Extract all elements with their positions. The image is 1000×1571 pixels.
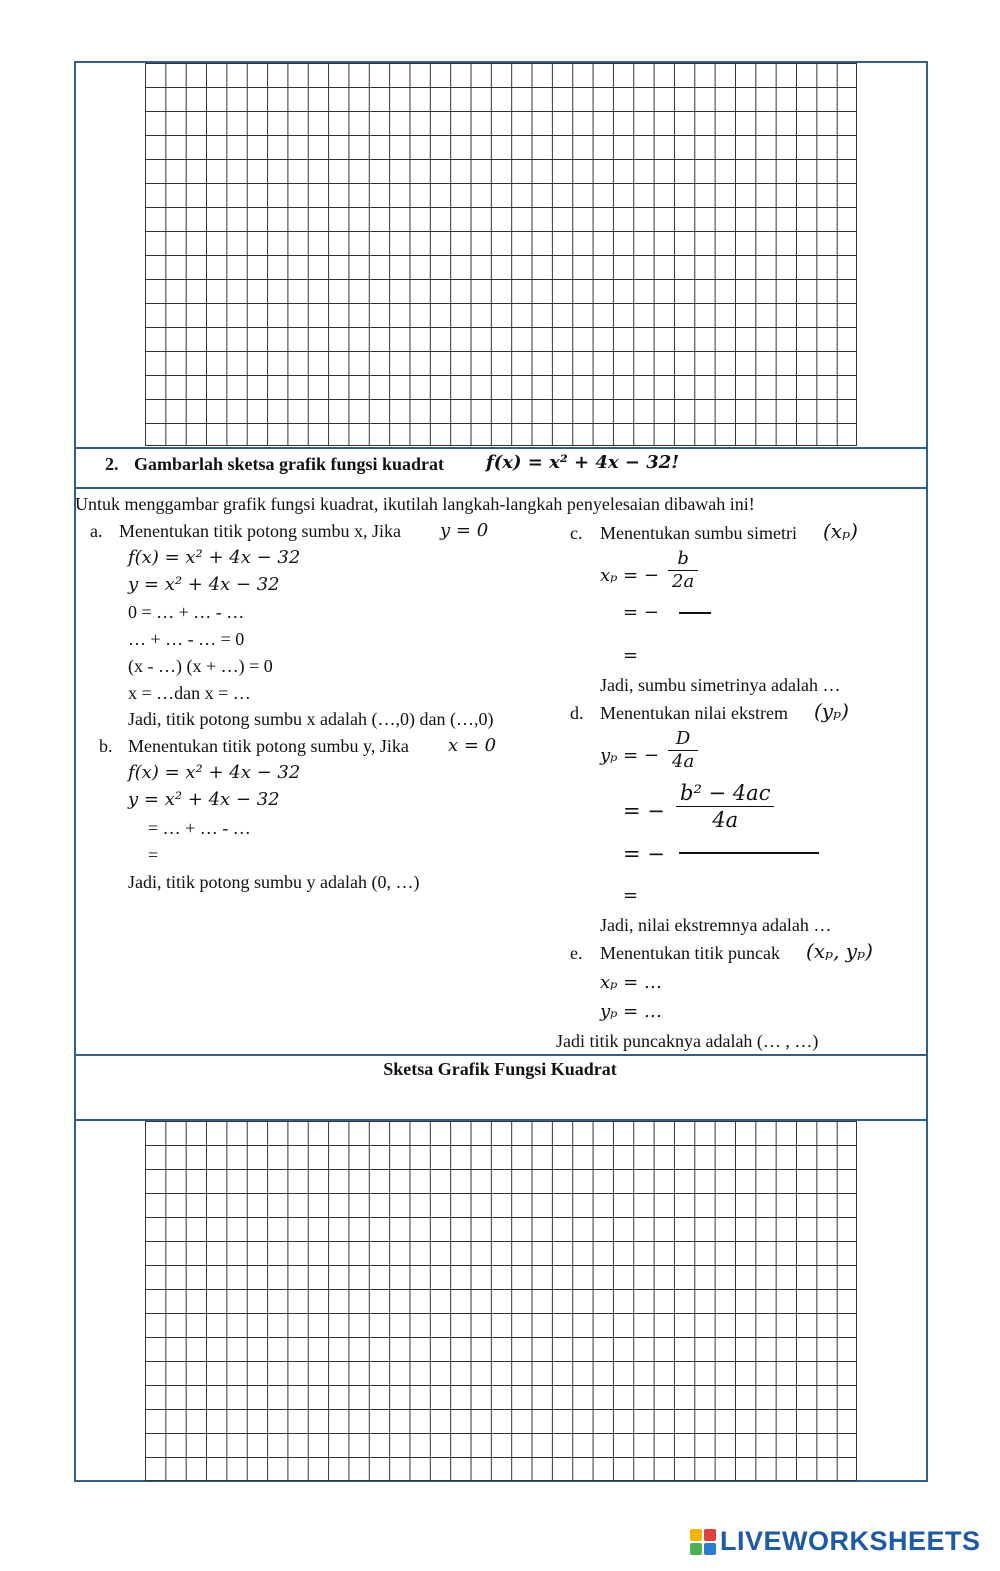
part-e-label: e. <box>570 943 583 963</box>
question-text: Gambarlah sketsa grafik fungsi kuadrat <box>134 454 445 474</box>
divider <box>74 1054 928 1056</box>
part-b-condition: x = 0 <box>448 735 497 756</box>
blank-fraction-bar[interactable] <box>679 852 819 854</box>
fraction-denominator: 2a <box>672 571 695 592</box>
fraction-numerator: b² − 4ac <box>680 781 771 805</box>
part-a-line: f(x) = x² + 4x − 32 <box>128 547 301 568</box>
part-c-line3[interactable]: = <box>623 645 639 666</box>
part-a-conclusion[interactable]: Jadi, titik potong sumbu x adalah (…,0) dan (…,0) <box>128 709 494 729</box>
part-d-title: Menentukan nilai ekstrem <box>600 703 788 723</box>
part-e-yp[interactable]: yₚ = … <box>600 1001 662 1022</box>
sketch-title: Sketsa Grafik Fungsi Kuadrat <box>383 1059 617 1079</box>
part-b-line: f(x) = x² + 4x − 32 <box>128 762 301 783</box>
graph-grid-bottom[interactable] <box>145 1121 857 1481</box>
part-d-line2: = − <box>623 799 665 823</box>
fraction-b-over-2a <box>668 548 698 593</box>
fraction-denominator: 4a <box>672 751 695 772</box>
part-a-condition: y = 0 <box>440 520 489 541</box>
part-c-line2: = − <box>623 602 659 623</box>
part-c-label: c. <box>570 523 583 543</box>
divider <box>74 447 928 449</box>
fraction-denominator: 4a <box>712 808 739 832</box>
part-e-xp[interactable]: xₚ = … <box>600 972 662 993</box>
divider <box>74 487 928 489</box>
part-b-line[interactable]: = … + … - … <box>148 818 251 838</box>
part-a-line[interactable]: (x - …) (x + …) = 0 <box>128 656 273 676</box>
part-b-label: b. <box>99 736 113 756</box>
part-d-lhs: yₚ = − <box>600 745 659 766</box>
part-b-conclusion[interactable]: Jadi, titik potong sumbu y adalah (0, …) <box>128 872 420 892</box>
part-c-lhs: xₚ = − <box>600 565 659 586</box>
liveworksheets-icon <box>690 1529 716 1555</box>
fraction-numerator: D <box>675 728 691 749</box>
part-e-symbol: (xₚ, yₚ) <box>806 939 873 963</box>
part-a-line: y = x² + 4x − 32 <box>128 574 280 595</box>
part-a-line[interactable]: 0 = … + … - … <box>128 602 245 622</box>
part-c-symbol: (xₚ) <box>823 519 858 543</box>
part-b-line[interactable]: = <box>148 845 159 865</box>
part-d-line4[interactable]: = <box>623 885 639 906</box>
part-a-line[interactable]: x = …dan x = … <box>128 683 251 703</box>
part-d-line3: = − <box>623 842 665 866</box>
question-function: f(x) = x² + 4x − 32! <box>486 452 680 473</box>
fraction-numerator: b <box>677 548 689 569</box>
part-d-conclusion[interactable]: Jadi, nilai ekstremnya adalah … <box>600 915 832 935</box>
part-a-line[interactable]: … + … - … = 0 <box>128 629 245 649</box>
part-a-title: Menentukan titik potong sumbu x, Jika <box>119 521 401 541</box>
part-d-symbol: (yₚ) <box>814 699 849 723</box>
question-number: 2. <box>105 454 119 474</box>
part-b-title: Menentukan titik potong sumbu y, Jika <box>128 736 409 756</box>
part-c-title: Menentukan sumbu simetri <box>600 523 797 543</box>
watermark-text: LIVEWORKSHEETS <box>720 1526 981 1556</box>
fraction-d-over-4a <box>668 728 698 773</box>
liveworksheets-logo <box>690 1526 981 1557</box>
fraction-discriminant <box>676 780 774 833</box>
graph-grid-top[interactable] <box>145 63 857 446</box>
part-d-label: d. <box>570 703 584 723</box>
part-e-conclusion[interactable]: Jadi titik puncaknya adalah (… , …) <box>556 1031 819 1051</box>
part-e-title: Menentukan titik puncak <box>600 943 780 963</box>
part-c-conclusion[interactable]: Jadi, sumbu simetrinya adalah … <box>600 675 841 695</box>
part-a-label: a. <box>90 521 103 541</box>
instructions: Untuk menggambar grafik fungsi kuadrat, ikutilah langkah-langkah penyelesaian dibawah ini! <box>75 494 755 514</box>
part-b-line: y = x² + 4x − 32 <box>128 789 280 810</box>
blank-fraction-bar[interactable] <box>679 612 711 614</box>
